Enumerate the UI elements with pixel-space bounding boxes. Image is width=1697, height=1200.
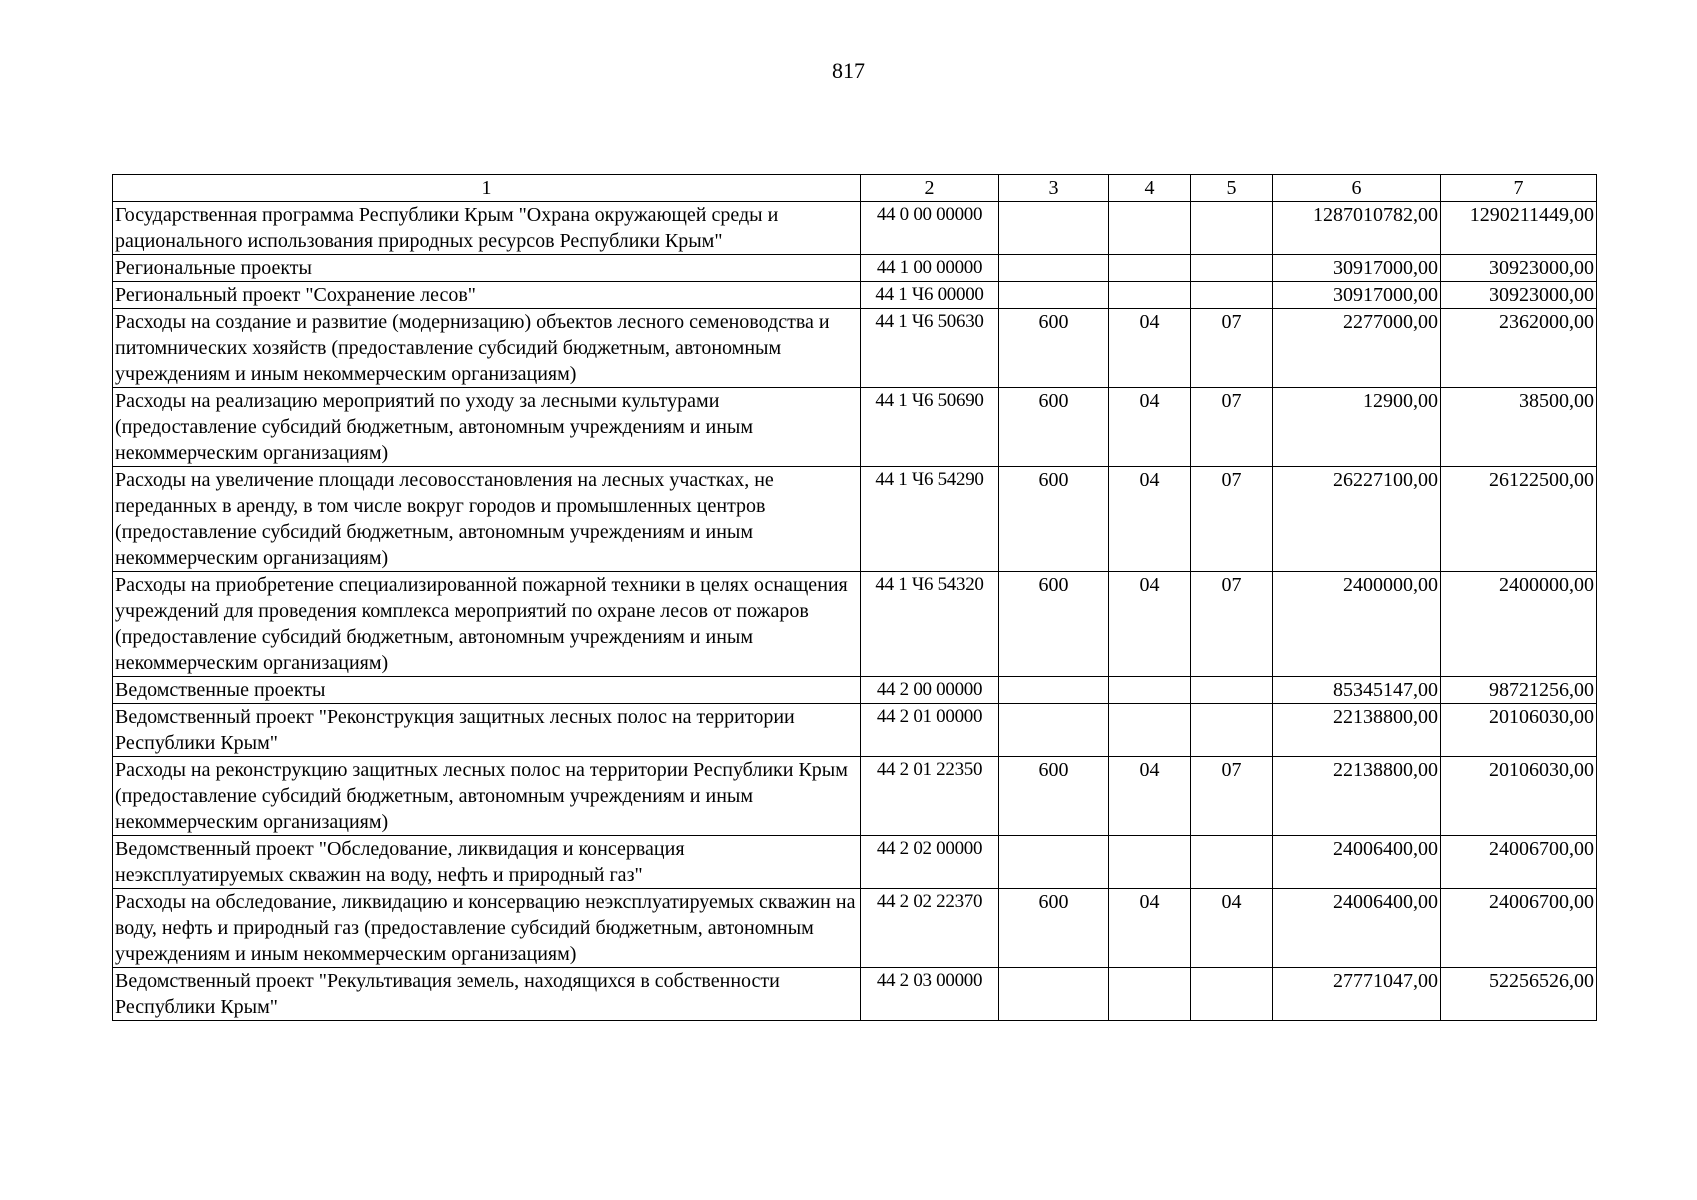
table-row bbox=[113, 255, 1597, 282]
row-col3 bbox=[999, 836, 1109, 889]
row-value-7: 20106030,00 bbox=[1441, 704, 1597, 757]
row-col5 bbox=[1191, 704, 1273, 757]
row-col5: 07 bbox=[1191, 467, 1273, 572]
row-col5 bbox=[1191, 677, 1273, 704]
table-row bbox=[113, 467, 1597, 572]
row-value-6: 30917000,00 bbox=[1273, 255, 1441, 282]
row-col5: 04 bbox=[1191, 889, 1273, 968]
row-col4 bbox=[1109, 704, 1191, 757]
row-col4 bbox=[1109, 836, 1191, 889]
row-value-7: 2400000,00 bbox=[1441, 572, 1597, 677]
row-value-6: 24006400,00 bbox=[1273, 836, 1441, 889]
row-col5 bbox=[1191, 968, 1273, 1021]
table-row bbox=[113, 757, 1597, 836]
column-header: 5 bbox=[1191, 175, 1273, 202]
row-name: Расходы на реконструкцию защитных лесных полос на территории Республики Крым (предоставление субсидий бюджетным, автономным учреждениям и иным некоммерческим организациям) bbox=[113, 757, 861, 836]
row-code: 44 1 Ч6 00000 bbox=[861, 282, 999, 309]
row-col4 bbox=[1109, 202, 1191, 255]
row-col5 bbox=[1191, 202, 1273, 255]
row-col3: 600 bbox=[999, 309, 1109, 388]
row-col5 bbox=[1191, 282, 1273, 309]
row-value-6: 12900,00 bbox=[1273, 388, 1441, 467]
row-col4: 04 bbox=[1109, 572, 1191, 677]
row-code: 44 1 Ч6 50630 bbox=[861, 309, 999, 388]
row-col3 bbox=[999, 677, 1109, 704]
row-col4: 04 bbox=[1109, 757, 1191, 836]
row-col5 bbox=[1191, 255, 1273, 282]
table-row bbox=[113, 704, 1597, 757]
row-code: 44 2 02 22370 bbox=[861, 889, 999, 968]
row-col5: 07 bbox=[1191, 572, 1273, 677]
row-col3 bbox=[999, 255, 1109, 282]
row-code: 44 0 00 00000 bbox=[861, 202, 999, 255]
row-value-6: 22138800,00 bbox=[1273, 757, 1441, 836]
row-col3 bbox=[999, 704, 1109, 757]
row-name: Ведомственный проект "Реконструкция защитных лесных полос на территории Республики Крым" bbox=[113, 704, 861, 757]
row-value-6: 26227100,00 bbox=[1273, 467, 1441, 572]
row-col4: 04 bbox=[1109, 467, 1191, 572]
row-name: Расходы на увеличение площади лесовосстановления на лесных участках, не переданных в аренду, в том числе вокруг городов и промышленных центров (предоставление субсидий бюджетным, автономным учреждениям и иным некоммерческим организациям) bbox=[113, 467, 861, 572]
row-value-6: 22138800,00 bbox=[1273, 704, 1441, 757]
row-code: 44 1 Ч6 54320 bbox=[861, 572, 999, 677]
row-code: 44 1 Ч6 50690 bbox=[861, 388, 999, 467]
row-name: Расходы на приобретение специализированной пожарной техники в целях оснащения учреждений для проведения комплекса мероприятий по охране лесов от пожаров (предоставление субсидий бюджетным, автономным учреждениям и иным некоммерческим организациям) bbox=[113, 572, 861, 677]
column-header: 3 bbox=[999, 175, 1109, 202]
row-col5: 07 bbox=[1191, 757, 1273, 836]
row-name: Расходы на реализацию мероприятий по уходу за лесными культурами (предоставление субсидий бюджетным, автономным учреждениям и иным некоммерческим организациям) bbox=[113, 388, 861, 467]
row-col3: 600 bbox=[999, 572, 1109, 677]
row-code: 44 2 01 00000 bbox=[861, 704, 999, 757]
row-col3: 600 bbox=[999, 757, 1109, 836]
column-header: 2 bbox=[861, 175, 999, 202]
row-value-7: 2362000,00 bbox=[1441, 309, 1597, 388]
row-col4: 04 bbox=[1109, 388, 1191, 467]
row-code: 44 2 02 00000 bbox=[861, 836, 999, 889]
row-name: Региональный проект "Сохранение лесов" bbox=[113, 282, 861, 309]
column-header: 6 bbox=[1273, 175, 1441, 202]
table-row bbox=[113, 388, 1597, 467]
row-value-6: 27771047,00 bbox=[1273, 968, 1441, 1021]
row-col5: 07 bbox=[1191, 388, 1273, 467]
table-row bbox=[113, 282, 1597, 309]
row-name: Расходы на обследование, ликвидацию и консервацию неэксплуатируемых скважин на воду, нефть и природный газ (предоставление субсидий бюджетным, автономным учреждениям и иным некоммерческим организациям) bbox=[113, 889, 861, 968]
table-row bbox=[113, 309, 1597, 388]
row-value-6: 85345147,00 bbox=[1273, 677, 1441, 704]
row-value-7: 24006700,00 bbox=[1441, 836, 1597, 889]
table-row bbox=[113, 572, 1597, 677]
row-code: 44 1 00 00000 bbox=[861, 255, 999, 282]
row-name: Ведомственный проект "Рекультивация земель, находящихся в собственности Республики Крым" bbox=[113, 968, 861, 1021]
row-col4 bbox=[1109, 255, 1191, 282]
row-name: Расходы на создание и развитие (модернизацию) объектов лесного семеноводства и питомнических хозяйств (предоставление субсидий бюджетным, автономным учреждениям и иным некоммерческим организациям) bbox=[113, 309, 861, 388]
row-value-7: 52256526,00 bbox=[1441, 968, 1597, 1021]
row-name: Региональные проекты bbox=[113, 255, 861, 282]
row-col5 bbox=[1191, 836, 1273, 889]
row-col3 bbox=[999, 202, 1109, 255]
column-header: 1 bbox=[113, 175, 861, 202]
row-value-7: 26122500,00 bbox=[1441, 467, 1597, 572]
row-value-6: 30917000,00 bbox=[1273, 282, 1441, 309]
row-col3: 600 bbox=[999, 889, 1109, 968]
table-row bbox=[113, 968, 1597, 1021]
row-col3: 600 bbox=[999, 388, 1109, 467]
row-col4 bbox=[1109, 677, 1191, 704]
header-row bbox=[113, 175, 1597, 202]
row-col3 bbox=[999, 282, 1109, 309]
row-name: Ведомственные проекты bbox=[113, 677, 861, 704]
row-name: Государственная программа Республики Крым "Охрана окружающей среды и рационального использования природных ресурсов Республики Крым" bbox=[113, 202, 861, 255]
row-value-7: 98721256,00 bbox=[1441, 677, 1597, 704]
row-value-7: 38500,00 bbox=[1441, 388, 1597, 467]
row-value-7: 30923000,00 bbox=[1441, 282, 1597, 309]
row-value-6: 24006400,00 bbox=[1273, 889, 1441, 968]
row-code: 44 2 01 22350 bbox=[861, 757, 999, 836]
column-header: 4 bbox=[1109, 175, 1191, 202]
row-value-7: 30923000,00 bbox=[1441, 255, 1597, 282]
row-col4 bbox=[1109, 282, 1191, 309]
row-value-6: 1287010782,00 bbox=[1273, 202, 1441, 255]
row-value-7: 1290211449,00 bbox=[1441, 202, 1597, 255]
row-code: 44 2 03 00000 bbox=[861, 968, 999, 1021]
row-value-7: 24006700,00 bbox=[1441, 889, 1597, 968]
row-code: 44 1 Ч6 54290 bbox=[861, 467, 999, 572]
row-col4: 04 bbox=[1109, 889, 1191, 968]
row-col5: 07 bbox=[1191, 309, 1273, 388]
table-row bbox=[113, 677, 1597, 704]
row-value-7: 20106030,00 bbox=[1441, 757, 1597, 836]
table-row bbox=[113, 836, 1597, 889]
table-row bbox=[113, 889, 1597, 968]
row-code: 44 2 00 00000 bbox=[861, 677, 999, 704]
column-header: 7 bbox=[1441, 175, 1597, 202]
table-row bbox=[113, 202, 1597, 255]
row-value-6: 2277000,00 bbox=[1273, 309, 1441, 388]
row-col4: 04 bbox=[1109, 309, 1191, 388]
row-col3 bbox=[999, 968, 1109, 1021]
row-col3: 600 bbox=[999, 467, 1109, 572]
budget-table bbox=[112, 174, 1597, 1021]
row-value-6: 2400000,00 bbox=[1273, 572, 1441, 677]
row-name: Ведомственный проект "Обследование, ликвидация и консервация неэксплуатируемых скважин на воду, нефть и природный газ" bbox=[113, 836, 861, 889]
row-col4 bbox=[1109, 968, 1191, 1021]
page-number: 817 bbox=[832, 58, 865, 83]
